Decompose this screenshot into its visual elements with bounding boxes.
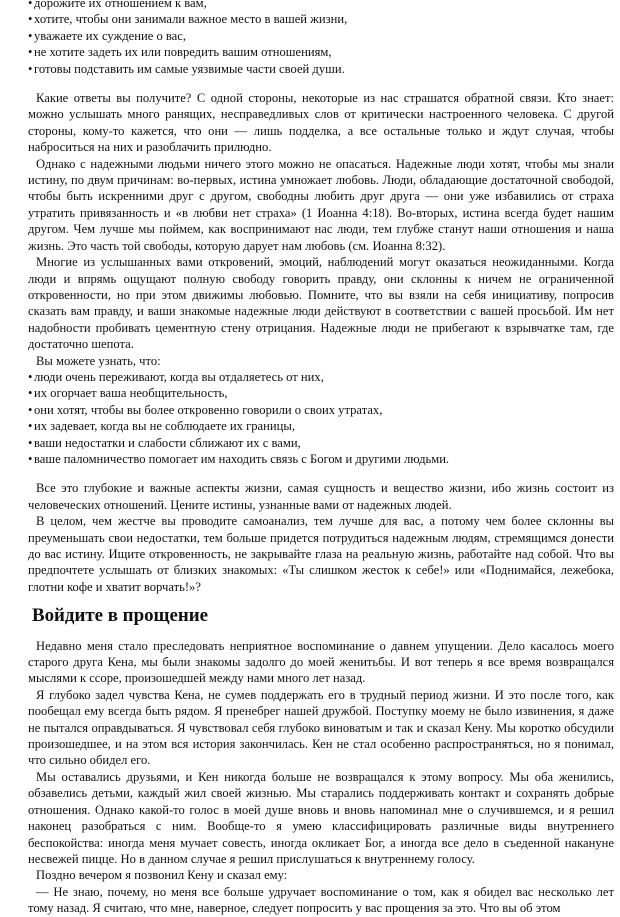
paragraph: Однако с надежными людьми ничего этого можно не опасаться. Надежные люди хотят, чтобы мы знали истину, по двум причинам: во-первых, истина умножает любовь. Люди, обладающие достаточной свободой, чтобы быть искренними друг с другом, свободны любить друг друга — они уже избавились от страха утратить привязанность и «в любви нет страха» (1 Иоанна 4:18). Во-вторых, истина всегда будет нашим другом. Чем лучше мы поймем, как воспринимают нас люди, тем глубже станут наши отношения и наша жизнь. Это часть той свободы, которую дарует нам любовь (см. Иоанна 8:32).	[28, 156, 614, 253]
paragraph: — Не знаю, почему, но меня все больше удручает воспоминание о том, как я обидел вас несколько лет тому назад. Я считаю, что мне, наверное, следует попросить у вас прощения за это. Что вы об этом	[28, 884, 614, 916]
list-item: • уважаете их суждение о вас,	[28, 28, 186, 43]
paragraph: Недавно меня стало преследовать неприятное воспоминание о давнем упущении. Дело касалось моего старого друга Кена, мы были знакомы задолго до моей женитьбы. И вот теперь я все время возвращался мыслями к ссоре, произошедшей между нами много лет назад.	[28, 638, 614, 686]
bullet-icon: •	[28, 435, 33, 450]
list-item: • не хотите задеть их или повредить вашим отношениям,	[28, 45, 332, 60]
paragraph: Я глубоко задел чувства Кена, не сумев поддержать его в трудный период жизни. И это после того, как пообещал ему всегда быть рядом. Я пренебрег нашей дружбой. Поступку моему не было извинения, я даже не пытался оправдываться. Я чувствовал себя глубоко виноватым и так и сказал Кену. Мы коротко обсудили произошедшее, и на этом вся история закончилась. Кен не стал особенно распространяться, но я понимал, что сильно обидел его.	[28, 687, 614, 768]
bullet-icon: •	[28, 386, 33, 401]
bullet-icon: •	[28, 61, 33, 76]
paragraph: Вы можете узнать, что:	[36, 353, 161, 368]
bullet-list-middle	[28, 369, 614, 467]
bullet-icon: •	[28, 402, 33, 417]
list-item: • ваше паломничество помогает им находить связь с Богом и другими людьми.	[28, 451, 450, 466]
list-item: • их задевает, когда вы не соблюдаете их границы,	[28, 419, 295, 434]
bullet-icon: •	[28, 28, 33, 43]
paragraph: Какие ответы вы получите? С одной стороны, некоторые из нас страшатся обратной связи. Кто знает: можно услышать много ранящих, несправедливых слов от критически настроенного человека. С другой стороны, кому-то кажется, что они — лишь подделка, а все остальные только и ждут случая, чтобы наброситься на них и разоблачить прилюдно.	[28, 91, 614, 155]
bullet-icon: •	[28, 451, 33, 466]
paragraph: Мы оставались друзьями, и Кен никогда больше не возвращался к этому вопросу. Мы оба женились, обзавелись детьми, каждый жил своей жизнью. Мы старались поддерживать контакт и сохранять добрые отношения. Однако какой-то голос в моей душе вновь и вновь напоминал мне о случившемся, и я решил наконец разобраться с ним. Вообще-то я умею классифицировать различные виды внутреннего беспокойства: иногда меня мучает совесть, иногда окликает Бог, а иногда все дело в съеденной накануне несвежей пицце. Но в данном случае я решил прислушаться к внутреннему голосу.	[28, 769, 614, 866]
bullet-icon: •	[28, 369, 33, 384]
section-heading: Войдите в прощение	[32, 605, 209, 627]
spacer	[28, 467, 614, 480]
bullet-icon: •	[28, 45, 33, 60]
bullet-icon: •	[28, 0, 33, 10]
paragraph: Многие из услышанных вами откровений, эмоций, наблюдений могут оказаться неожиданными. Когда люди и впрямь ощущают полную свободу говорить правду, они склонны к ничем не ограниченной откровенности, но при этом движимы любовью. Помните, что вы взяли на себя инициативу, попросив сказать вам правду, и ваши знакомые надежные люди действуют в соответствии с вашей просьбой. Им нет надобности пробивать цементную стену отрицания. Надежные люди не прибегают к взрывчатке там, где достаточно шепота.	[28, 255, 614, 352]
spacer	[28, 625, 614, 638]
paragraph: Поздно вечером я позвонил Кену и сказал ему:	[36, 868, 288, 883]
spacer	[28, 77, 614, 90]
list-item: • хотите, чтобы они занимали важное место в вашей жизни,	[28, 12, 348, 27]
paragraph: В целом, чем жестче вы проводите самоанализ, тем лучше для вас, а потому чем более склонны вы преуменьшать свои недостатки, тем больше придется потрудиться надежным людям, стремящимся донести до вас истину. Ищите откровенность, не закрывайте глаза на реальную жизнь, работайте над собой. Что вы предпочтете услышать от близких знакомых: «Ты слишком жесток к себе!» или «Поднимайся, лежебока, глотни кофе и хватит ворчать!»?	[28, 514, 614, 594]
list-item: • ваши недостатки и слабости сближают их с вами,	[28, 435, 301, 450]
bullet-icon: •	[28, 419, 33, 434]
list-item: • дорожите их отношением к вам,	[28, 0, 614, 11]
list-item: • готовы подставить им самые уязвимые части своей души.	[28, 61, 345, 76]
paragraph: Все это глубокие и важные аспекты жизни, самая сущность и вещество жизни, ибо жизнь состоит из человеческих отношений. Цените истины, узнанные вами от надежных людей.	[28, 481, 614, 512]
bullet-list-top	[28, 0, 614, 77]
bullet-icon: •	[28, 12, 33, 27]
list-item: • их огорчает ваша необщительность,	[28, 386, 228, 401]
list-item: • они хотят, чтобы вы более откровенно говорили о своих утратах,	[28, 402, 383, 417]
list-item: • люди очень переживают, когда вы отдаляетесь от них,	[28, 369, 324, 384]
